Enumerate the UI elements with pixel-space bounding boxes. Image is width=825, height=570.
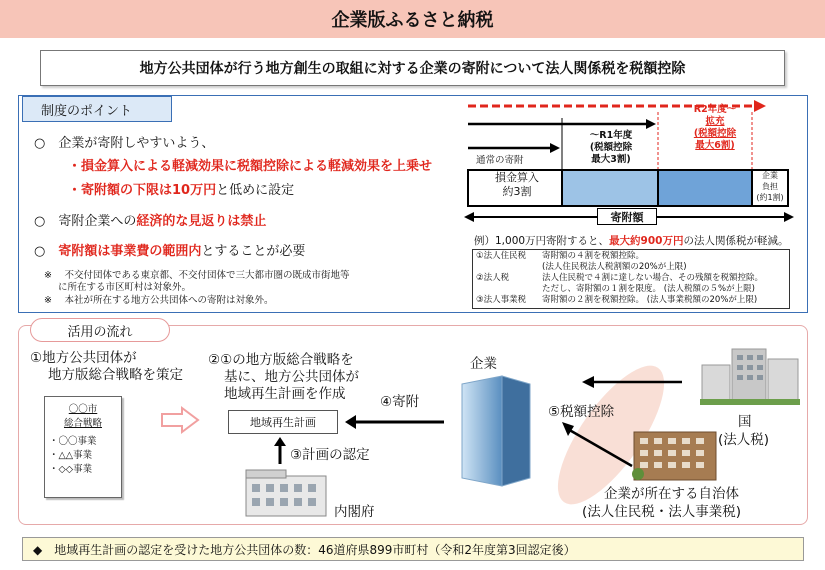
bullet-3: [34, 240, 305, 259]
r2-label: [675, 104, 755, 152]
r1-label: [568, 130, 654, 166]
flow-label: 活用の流れ: [30, 318, 170, 342]
deduct-label-2: 約3割: [502, 185, 532, 198]
step-4: ④寄附: [380, 394, 420, 410]
step-2b: 基に、地方公共団体が: [224, 369, 359, 385]
bullet-1-sub-1: ・損金算入による軽減効果に税額控除による軽減効果を上乗せ: [68, 159, 433, 174]
example-red: 最大約900万円: [609, 235, 684, 247]
regional-plan-box: 地域再生計画: [228, 410, 338, 434]
tax-table-value: 法人住民税で４割に達しない場合、その残額を税額控除。: [542, 273, 764, 283]
step-1: [30, 350, 183, 384]
nation-label: 国: [738, 414, 752, 430]
tax-table-value: 寄附額の２割を税額控除。 (法人事業税額の20%が上限): [542, 295, 758, 305]
tax-table-row: [476, 262, 786, 273]
doc-subtitle: 総合戦略: [63, 418, 102, 429]
note-2: ※ 本社が所在する地方公共団体への寄附は対象外。: [44, 295, 274, 306]
tax-table-value: (法人住民税法人税割額の20%が上限): [542, 262, 687, 272]
local-tax-label: (法人住民税・法人事業税): [582, 504, 742, 520]
step-5: ⑤税額控除: [548, 404, 615, 420]
points-label: 制度のポイント: [22, 96, 172, 122]
bullet-2: [34, 210, 266, 229]
local-label: 企業が所在する自治体: [604, 486, 739, 502]
doc-item: ・△△事業: [49, 450, 93, 461]
tax-table-key: ③法人事業税: [476, 295, 527, 305]
bar-r1: [562, 170, 658, 206]
tax-table-key: [476, 284, 542, 295]
tax-table-key: [476, 262, 542, 273]
donation-label: 寄附額: [597, 208, 657, 225]
note-1b: に所在する市区町村は対象外。: [58, 282, 192, 293]
subtitle-box: 地方公共団体が行う地方創生の取組に対する企業の寄附について法人関係税を税額控除: [40, 50, 785, 86]
step-2a: ②①の地方版総合戦略を: [208, 352, 354, 368]
step-1a: ①地方公共団体が: [30, 350, 137, 366]
bullet-2-text: ○ 寄附企業への: [34, 214, 137, 229]
up-arrow-icon: [272, 436, 288, 466]
donation-flow-arrow: [344, 412, 446, 432]
doc-item: ・◇◇事業: [49, 464, 93, 475]
r2-label-1: R2年度～: [693, 104, 737, 115]
tax-table-row: [476, 284, 786, 295]
step-1b: 地方版総合戦略を策定: [48, 367, 183, 383]
cabinet-label: 内閣府: [334, 504, 375, 520]
local-building-icon: [630, 428, 720, 482]
burden-label-1: 企業: [762, 171, 778, 180]
deduct-label-1: 損金算入: [495, 171, 539, 184]
normal-arrow-head: [550, 143, 560, 153]
step-2c: 地域再生計画を作成: [224, 386, 346, 402]
tax-table-key: ②法人税: [476, 273, 510, 283]
bullet-1: ○ 企業が寄附しやすいよう、: [34, 136, 215, 151]
tax-table: [472, 249, 790, 309]
burden-label-3: (約1割): [756, 193, 784, 202]
doc-title: 〇〇市: [68, 404, 98, 415]
tax-table-key: ①法人住民税: [476, 251, 527, 261]
company-label: 企業: [470, 356, 497, 372]
donation-arrow-right: [784, 212, 794, 222]
tax-table-row: [476, 251, 786, 262]
doc-item: ・〇〇事業: [49, 436, 97, 447]
bullet-3-text: ○: [34, 244, 59, 259]
bullet-1-sub-2: [68, 179, 294, 198]
r2-label-4: 最大6割): [695, 140, 735, 151]
strategy-document: [44, 396, 122, 498]
step-3: ③計画の認定: [290, 447, 370, 463]
nation-tax-label: (法人税): [718, 432, 770, 448]
nation-building-icon: [700, 345, 800, 405]
bar-r2: [658, 170, 752, 206]
cabinet-building-icon: [244, 466, 328, 518]
tax-table-value: ただし、寄附額の１割を限度。 (法人税額の５%が上限): [542, 284, 755, 294]
nation-arrow: [580, 372, 684, 392]
donation-arrow-left: [464, 212, 474, 222]
r1-label-2: (税額控除: [589, 142, 633, 153]
burden-label-2: 負担: [762, 182, 778, 191]
example-pre: 例）1,000万円寄附すると、: [474, 235, 610, 247]
r1-arrow-head: [646, 119, 656, 129]
r2-label-3: (税額控除: [693, 128, 737, 139]
example-text: [474, 233, 788, 248]
local-arrow: [556, 420, 636, 470]
tax-table-value: 寄附額の４割を税額控除。: [542, 251, 645, 261]
flow-arrow-icon: [160, 406, 200, 434]
company-building-icon: [452, 374, 534, 490]
r1-label-3: 最大3割): [591, 154, 631, 165]
bullet-3-red: 寄附額は事業費の範囲内: [58, 244, 202, 259]
step-2: [208, 352, 359, 403]
bullet-1-sub-2-red: ・寄附額の下限は10万円: [68, 183, 217, 198]
r2-arrow-head: [754, 100, 766, 112]
deduct-label: [470, 171, 564, 199]
r2-label-2: 拡充: [705, 116, 725, 127]
page-title: 企業版ふるさと納税: [0, 0, 825, 38]
bullet-3-rest: とすることが必要: [201, 244, 306, 259]
burden-label: [752, 170, 788, 203]
tax-table-row: [476, 295, 786, 306]
r1-label-1: ～R1年度: [589, 130, 633, 141]
bullet-2-red: 経済的な見返りは禁止: [136, 214, 267, 229]
example-post: の法人関係税が軽減。: [683, 235, 789, 247]
bullet-1-sub-2-rest: と低めに設定: [216, 183, 295, 198]
footer-note: ◆ 地域再生計画の認定を受けた地方公共団体の数：46道府県899市町村（令和2年度第3回認定後）: [22, 537, 804, 561]
tax-table-row: [476, 273, 786, 284]
normal-label: 通常の寄附: [476, 155, 524, 166]
note-1: ※ 不交付団体である東京都、不交付団体で三大都市圏の既成市街地等: [44, 270, 350, 281]
